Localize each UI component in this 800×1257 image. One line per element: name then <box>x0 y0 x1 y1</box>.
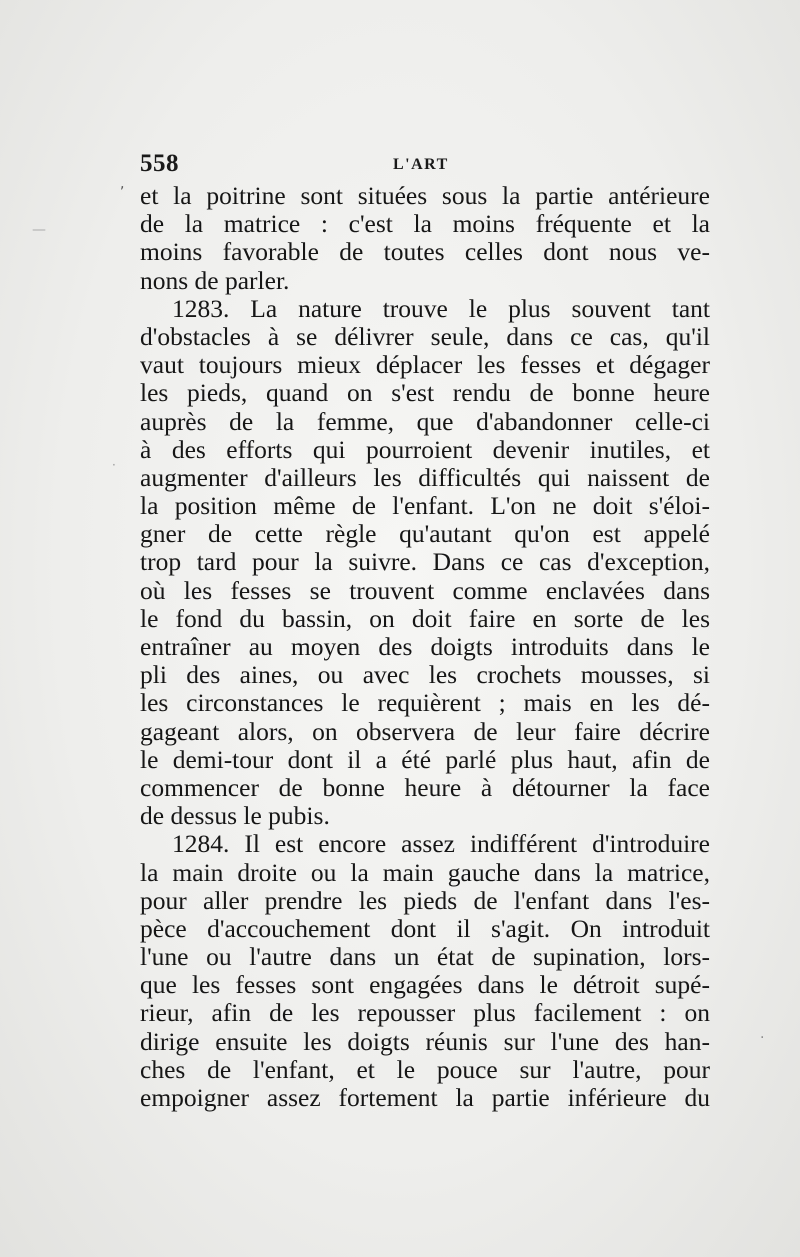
text-line: les pieds, quand on s'est rendu de bonne heure <box>140 378 710 408</box>
margin-dash-mark: — <box>32 222 46 238</box>
text-line: moins favorable de toutes celles dont nous ve- <box>140 237 710 267</box>
text-line: vaut toujours mieux déplacer les fesses et dégager <box>140 350 710 380</box>
paragraph-1284-start: 1284. Il est encore assez indifférent d'introduire <box>172 829 710 859</box>
text-line: et la poitrine sont situées sous la partie antérieure <box>140 181 710 210</box>
text-line: la main droite ou la main gauche dans la matrice, <box>140 857 710 887</box>
text-line: que les fesses sont engagées dans le détroit supé- <box>140 970 710 1000</box>
text-line: gner de cette règle qu'autant qu'on est appelé <box>140 519 710 549</box>
text-line: à des efforts qui pourroient devenir inutiles, et <box>140 434 710 464</box>
text-line: où les fesses se trouvent comme enclavées dans <box>140 575 710 605</box>
margin-dot-mark: · <box>112 458 116 472</box>
page-number: 558 <box>140 150 179 177</box>
text-line: d'obstacles à se délivrer seule, dans ce cas, qu'il <box>140 321 710 351</box>
text-line: augmenter d'ailleurs les difficultés qui naissent de <box>140 462 710 492</box>
text-line: pour aller prendre les pieds de l'enfant dans l'es- <box>140 885 710 915</box>
text-line: gageant alors, on observera de leur faire décrire <box>140 716 710 746</box>
text-line: la position même de l'enfant. L'on ne doit s'éloi- <box>140 491 710 521</box>
text-line: l'une ou l'autre dans un état de supination, lors- <box>140 942 710 972</box>
text-line: pèce d'accouchement dont il s'agit. On introduit <box>140 913 710 943</box>
page-header <box>140 150 710 178</box>
text-line: entraîner au moyen des doigts introduits dans le <box>140 632 710 661</box>
text-line: le demi-tour dont il a été parlé plus haut, afin de <box>140 744 710 774</box>
text-line: les circonstances le requièrent ; mais en les dé- <box>140 688 710 718</box>
text-line: de dessus le pubis. <box>140 801 330 831</box>
paragraph-1283-start: 1283. La nature trouve le plus souvent tant <box>172 293 710 323</box>
running-head: L'ART <box>393 156 449 173</box>
text-line: commencer de bonne heure à détourner la face <box>140 772 710 802</box>
text-line: ches de l'enfant, et le pouce sur l'autre, pour <box>140 1054 710 1084</box>
text-line: auprès de la femme, que d'abandonner celle-ci <box>140 406 710 436</box>
body-text <box>140 182 710 1112</box>
text-line: trop tard pour la suivre. Dans ce cas d'exception, <box>140 547 710 577</box>
text-line: de la matrice : c'est la moins fréquente et la <box>140 209 710 239</box>
margin-dot-mark: · <box>760 1030 765 1046</box>
text-line: pli des aines, ou avec les crochets mousses, si <box>140 660 710 690</box>
margin-tick-mark: , <box>120 176 125 192</box>
text-line: empoigner assez fortement la partie inférieure du <box>140 1083 710 1112</box>
text-line: nons de parler. <box>140 265 290 295</box>
text-line: dirige ensuite les doigts réunis sur l'une des han- <box>140 1026 710 1056</box>
text-line: rieur, afin de les repousser plus facilement : on <box>140 998 710 1028</box>
text-line: le fond du bassin, on doit faire en sorte de les <box>140 603 710 633</box>
